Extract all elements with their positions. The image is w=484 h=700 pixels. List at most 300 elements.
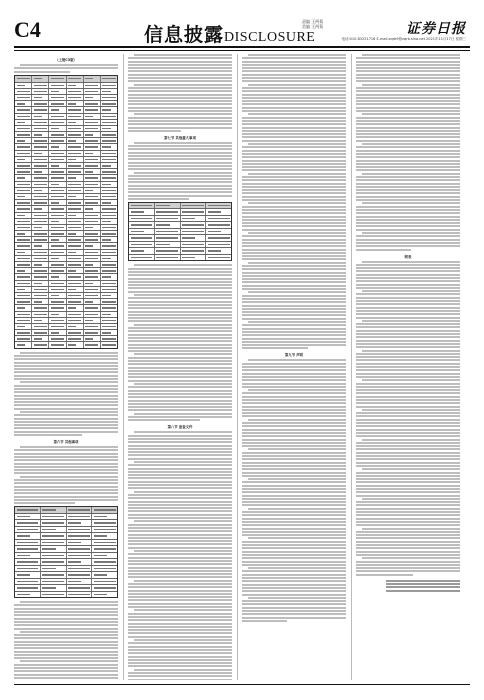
text-line (128, 181, 232, 183)
table-row (15, 76, 117, 83)
text-line (242, 580, 346, 582)
table-cell (15, 546, 41, 552)
text-line (128, 451, 232, 453)
text-line (356, 169, 460, 171)
table-cell (15, 572, 41, 578)
text-line (242, 511, 346, 513)
table-cell (49, 336, 66, 341)
table-cell (84, 336, 101, 341)
text-line (356, 153, 460, 155)
table-cell (32, 206, 49, 211)
table-cell (84, 200, 101, 205)
table-cell (101, 293, 117, 298)
table-cell (84, 132, 101, 137)
text-line (128, 517, 232, 519)
text-line (356, 77, 460, 79)
text-line (242, 334, 346, 336)
text-line (242, 452, 346, 454)
text-line (356, 303, 460, 305)
text-line (356, 284, 460, 286)
text-line (14, 472, 118, 474)
table-cell (92, 527, 117, 533)
table-cell (32, 188, 49, 193)
table-cell (67, 287, 84, 292)
text-line (356, 359, 460, 361)
text-line (356, 57, 460, 59)
text-line (14, 358, 118, 360)
table-cell (32, 299, 49, 304)
text-line (356, 336, 460, 338)
table-cell (67, 175, 84, 180)
text-line (242, 219, 346, 221)
text-line (242, 366, 346, 368)
table-cell (101, 95, 117, 100)
text-line (128, 419, 200, 421)
table-cell (32, 243, 49, 248)
text-line (134, 609, 232, 611)
text-line (242, 130, 346, 132)
text-line (128, 281, 232, 283)
text-line (128, 665, 232, 667)
table-cell (84, 206, 101, 211)
text-line (242, 574, 346, 576)
table-cell (32, 182, 49, 187)
text-line (242, 229, 346, 231)
text-line (128, 94, 232, 96)
text-line (356, 235, 460, 237)
table-cell (49, 188, 66, 193)
text-line (128, 441, 232, 443)
text-line (356, 508, 460, 510)
text-line (128, 501, 232, 503)
text-line (248, 419, 346, 421)
section-title-en: DISCLOSURE (224, 30, 316, 45)
text-line (128, 268, 232, 270)
text-line (356, 551, 460, 553)
text-line (242, 521, 346, 523)
text-line (134, 491, 232, 493)
text-line (14, 424, 118, 426)
table-cell (32, 287, 49, 292)
text-line (14, 453, 118, 455)
text-line (128, 649, 232, 651)
table-cell (41, 566, 67, 572)
text-line (128, 165, 232, 167)
text-line (128, 337, 232, 339)
text-line (362, 143, 460, 145)
text-line (242, 117, 346, 119)
text-line (242, 146, 346, 148)
text-line (20, 660, 118, 662)
table-cell (101, 169, 117, 174)
text-line (128, 543, 232, 545)
text-line (128, 646, 232, 648)
text-line (128, 576, 232, 578)
section-heading: 第八节 备查文件 (167, 425, 193, 430)
text-line (242, 617, 346, 619)
text-line (242, 341, 346, 343)
table-cell (15, 89, 32, 94)
text-line (356, 166, 460, 168)
text-line (242, 369, 346, 371)
text-line (242, 584, 346, 586)
table-cell (84, 107, 101, 112)
text-line (14, 637, 118, 639)
text-line (14, 614, 118, 616)
table-cell (41, 559, 67, 565)
table-cell (181, 209, 207, 215)
text-line (128, 464, 232, 466)
table-cell (15, 318, 32, 323)
table-cell (15, 157, 32, 162)
table-cell (101, 330, 117, 335)
table-cell (67, 312, 84, 317)
table-cell (67, 206, 84, 211)
text-line (128, 642, 232, 644)
text-line (128, 406, 232, 408)
table-cell (15, 213, 32, 218)
text-line (128, 504, 232, 506)
table-cell (84, 287, 101, 292)
text-line (242, 90, 346, 92)
table-cell (101, 151, 117, 156)
text-line (356, 216, 460, 218)
text-line (356, 475, 460, 477)
text-line (242, 80, 346, 82)
text-line (128, 659, 232, 661)
text-line (14, 401, 118, 403)
text-line (356, 64, 460, 66)
table-cell (84, 76, 101, 82)
text-line (356, 192, 460, 194)
table-cell (101, 231, 117, 236)
text-line (128, 586, 232, 588)
table-cell (49, 287, 66, 292)
table-cell (92, 514, 117, 520)
text-line (356, 455, 460, 457)
text-line (242, 458, 346, 460)
text-line (362, 320, 460, 322)
column-3 (242, 54, 346, 680)
text-line (242, 239, 346, 241)
table-cell (49, 114, 66, 119)
table-cell (49, 293, 66, 298)
table-cell (101, 324, 117, 329)
text-line (14, 489, 118, 491)
table-cell (84, 342, 101, 347)
text-line (14, 375, 118, 377)
table-cell (155, 209, 181, 215)
text-line (14, 67, 118, 69)
text-line (128, 367, 232, 369)
table-cell (49, 243, 66, 248)
text-line (242, 255, 346, 257)
text-line (362, 468, 460, 470)
text-line (242, 435, 346, 437)
text-line (14, 398, 118, 400)
text-line (356, 186, 460, 188)
table-cell (67, 200, 84, 205)
table-cell (15, 256, 32, 261)
table-cell (49, 107, 66, 112)
text-line (128, 274, 232, 276)
text-line (14, 395, 118, 397)
table-cell (49, 274, 66, 279)
text-line (356, 465, 460, 467)
text-line (356, 373, 460, 375)
text-line (248, 173, 346, 175)
text-line (14, 434, 82, 436)
table-cell (129, 216, 155, 222)
table-cell (101, 126, 117, 131)
text-line (128, 616, 232, 618)
text-line (128, 468, 232, 470)
table-cell (32, 101, 49, 106)
text-line (356, 419, 460, 421)
table-cell (129, 242, 155, 248)
table-cell (101, 194, 117, 199)
table-cell (155, 216, 181, 222)
text-line (242, 61, 346, 63)
text-line (128, 80, 232, 82)
table-row (15, 342, 117, 347)
table-cell (155, 229, 181, 235)
text-line (242, 396, 346, 398)
text-line (242, 57, 346, 59)
text-line (242, 77, 346, 79)
table-cell (15, 101, 32, 106)
text-line (14, 466, 118, 468)
text-line (242, 87, 346, 89)
text-line (14, 463, 118, 465)
text-line (242, 557, 346, 559)
text-line (128, 195, 232, 197)
text-line (128, 162, 232, 164)
table-cell (15, 225, 32, 230)
text-line (20, 601, 118, 603)
table-cell (67, 132, 84, 137)
table-cell (181, 203, 207, 209)
table-cell (67, 83, 84, 88)
table-cell (49, 169, 66, 174)
section-heading: 第七节 其他重大事项 (164, 135, 196, 140)
text-line (128, 524, 232, 526)
text-line (356, 110, 460, 112)
table-cell (32, 83, 49, 88)
table-cell (32, 225, 49, 230)
table-cell (67, 559, 93, 565)
table-cell (15, 566, 41, 572)
table-cell (84, 114, 101, 119)
text-line (356, 225, 460, 227)
text-line (128, 396, 232, 398)
text-line (242, 235, 346, 237)
text-line (242, 445, 346, 447)
column-separator (123, 54, 124, 680)
text-line (128, 675, 232, 677)
table-cell (67, 231, 84, 236)
table-cell (84, 83, 101, 88)
section-title-cn: 信息披露 (144, 24, 225, 46)
text-line (14, 414, 118, 416)
table-cell (15, 592, 41, 598)
table-cell (41, 546, 67, 552)
text-line (356, 156, 460, 158)
table-cell (49, 126, 66, 131)
text-line (362, 409, 460, 411)
table-cell (92, 566, 117, 572)
text-line (128, 90, 232, 92)
text-line (362, 290, 460, 292)
text-line (14, 391, 118, 393)
text-line (242, 402, 346, 404)
text-line (134, 113, 232, 115)
table-cell (101, 287, 117, 292)
text-line (128, 188, 232, 190)
section-heading: （上接C3版） (55, 58, 77, 62)
text-line (134, 353, 232, 355)
text-line (242, 531, 346, 533)
text-line (128, 514, 232, 516)
text-line (248, 478, 346, 480)
text-line (128, 477, 232, 479)
text-line (242, 242, 346, 244)
table-cell (15, 138, 32, 143)
table-cell (15, 342, 32, 347)
table-cell (32, 268, 49, 273)
table-cell (15, 76, 32, 82)
table-cell (155, 242, 181, 248)
table-cell (49, 250, 66, 255)
text-line (242, 156, 346, 158)
table-cell (84, 95, 101, 100)
table-cell (15, 132, 32, 137)
table-cell (49, 95, 66, 100)
table-cell (155, 248, 181, 254)
text-line (242, 295, 346, 297)
text-line (356, 544, 460, 546)
text-line (242, 455, 346, 457)
text-line (14, 404, 118, 406)
text-line (362, 498, 460, 500)
text-line (128, 573, 232, 575)
text-line (242, 347, 308, 349)
text-line (242, 514, 346, 516)
text-line (242, 465, 346, 467)
text-line (242, 70, 346, 72)
text-line (356, 239, 460, 241)
table-cell (15, 243, 32, 248)
text-line (242, 305, 346, 307)
text-line (128, 570, 232, 572)
table-cell (15, 293, 32, 298)
table-cell (129, 248, 155, 254)
text-line (242, 376, 346, 378)
text-line (128, 487, 232, 489)
text-line (20, 446, 118, 448)
table-cell (15, 585, 41, 591)
text-line (14, 449, 118, 451)
text-line (356, 415, 460, 417)
text-line (242, 199, 346, 201)
editor-credits (302, 19, 323, 29)
table-cell (84, 151, 101, 156)
text-line (356, 160, 460, 162)
table-cell (49, 299, 66, 304)
text-line (356, 323, 460, 325)
table-cell (84, 330, 101, 335)
text-line (356, 534, 460, 536)
text-line (14, 355, 118, 357)
text-line (242, 541, 346, 543)
text-line (242, 110, 346, 112)
column-4 (356, 54, 460, 680)
text-line (356, 267, 460, 269)
text-line (14, 378, 118, 380)
table-cell (67, 219, 84, 224)
text-line (242, 406, 346, 408)
table-cell (32, 281, 49, 286)
table-cell (15, 231, 32, 236)
text-line (242, 338, 346, 340)
table-cell (67, 89, 84, 94)
text-line (356, 383, 460, 385)
table-cell (101, 243, 117, 248)
table-cell (67, 151, 84, 156)
table-cell (67, 527, 93, 533)
text-line (242, 468, 346, 470)
text-line (14, 385, 118, 387)
text-line (14, 624, 118, 626)
text-line (128, 344, 232, 346)
text-line (356, 501, 460, 503)
table-cell (101, 101, 117, 106)
table-cell (129, 255, 155, 261)
text-line (134, 324, 232, 326)
text-line (242, 607, 346, 609)
table-cell (15, 194, 32, 199)
text-line (128, 314, 232, 316)
text-line (356, 425, 460, 427)
text-line (362, 439, 460, 441)
table-cell (49, 76, 66, 82)
text-line (242, 140, 346, 142)
text-line (356, 561, 460, 563)
table-cell (67, 330, 84, 335)
table-cell (206, 242, 231, 248)
table-cell (84, 250, 101, 255)
masthead-rule-thick (14, 46, 470, 48)
text-line (128, 74, 232, 76)
text-line (362, 232, 460, 234)
table-cell (67, 194, 84, 199)
table-cell (67, 188, 84, 193)
table-cell (84, 213, 101, 218)
text-line (242, 318, 346, 320)
table-cell (206, 248, 231, 254)
text-line (356, 277, 460, 279)
text-line (128, 127, 232, 129)
text-line (356, 488, 460, 490)
text-line (242, 288, 346, 290)
text-line (248, 232, 346, 234)
text-line (14, 611, 118, 613)
table-cell (101, 83, 117, 88)
contact-line: 电话:010-83251716 E-mail:zqrb9@zqrb.sina.net 2021年11月17日 星期三 (341, 37, 466, 41)
table-cell (15, 540, 41, 546)
text-line (362, 113, 460, 115)
table-cell (15, 559, 41, 565)
